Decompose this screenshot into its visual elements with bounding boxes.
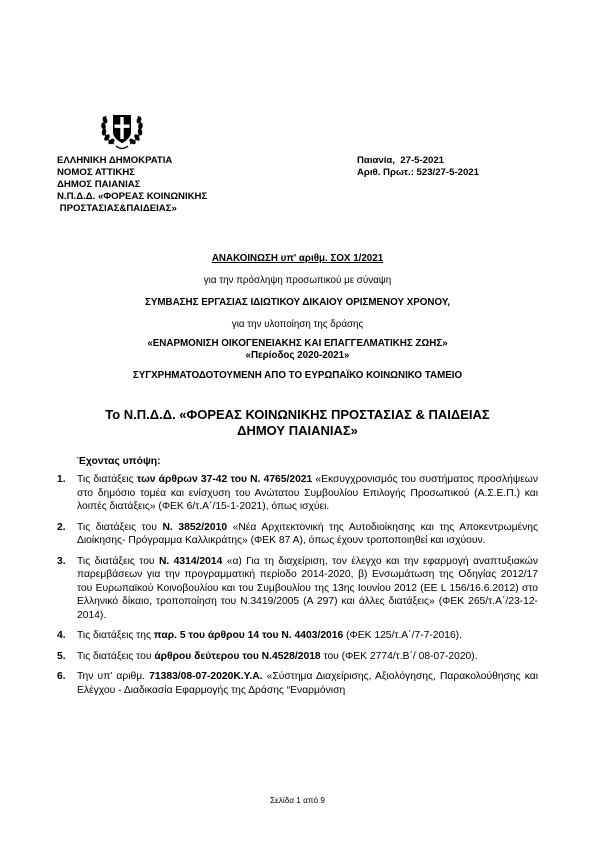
body-title bbox=[40, 407, 555, 439]
issuer-line: ΕΛΛΗΝΙΚΗ ΔΗΜΟΚΡΑΤΙΑ bbox=[57, 155, 173, 166]
having-in-view-heading: Έχοντας υπόψη: bbox=[77, 456, 161, 467]
announcement-title: ΑΝΑΚΟΙΝΩΣΗ υπ' αριθμ. ΣΟΧ 1/2021 bbox=[211, 253, 384, 264]
issuer-line: ΔΗΜΟΣ ΠΑΙΑΝΙΑΣ bbox=[57, 179, 141, 190]
program-period: «Περίοδος 2020-2021» bbox=[245, 350, 350, 361]
item-text: «Νέα Αρχιτεκτονική της Αυτοδιοίκησης και της Αποκεντρωμένης Διοίκησης- Πρόγραμμα Καλλικράτης» (ΦΕΚ 87 Α), όπως έχουν τροποποιηθεί και ισχύουν. bbox=[77, 521, 538, 546]
list-item bbox=[57, 650, 538, 664]
item-law-ref: Ν. 4314/2014 bbox=[158, 555, 223, 567]
page-number-footer: Σελίδα 1 από 9 bbox=[270, 796, 325, 805]
protocol-number: Αριθ. Πρωτ.: 523/27-5-2021 bbox=[357, 167, 479, 178]
item-text: του (ΦΕΚ 2774/τ.Β΄/ 08-07-2020). bbox=[320, 650, 478, 662]
list-item bbox=[57, 555, 538, 623]
date-protocol-block bbox=[357, 155, 479, 179]
announcement-line: ΣΥΜΒΑΣΗΣ ΕΡΓΑΣΙΑΣ ΙΔΙΩΤΙΚΟΥ ΔΙΚΑΙΟΥ ΟΡΙΣΜΕΝΟΥ ΧΡΟΝΟΥ, bbox=[144, 297, 451, 308]
item-law-ref: παρ. 5 του άρθρου 14 του Ν. 4403/2016 bbox=[153, 630, 344, 641]
considerations-list bbox=[57, 473, 538, 697]
item-text: Τις διατάξεις του bbox=[77, 555, 159, 567]
item-text: Τις διατάξεις του bbox=[77, 521, 163, 533]
document-date: Παιανία, 27-5-2021 bbox=[357, 155, 445, 166]
item-law-ref: 71383/08-07-2020Κ.Υ.Α. bbox=[149, 671, 263, 682]
issuer-block bbox=[57, 155, 207, 215]
item-text: (ΦΕΚ 125/τ.Α΄/7-7-2016). bbox=[343, 630, 462, 641]
greek-state-emblem-icon bbox=[97, 106, 147, 154]
list-item bbox=[57, 629, 538, 643]
item-number: 1. bbox=[57, 474, 66, 485]
body-title-line: Το Ν.Π.Δ.Δ. «ΦΟΡΕΑΣ ΚΟΙΝΩΝΙΚΗΣ ΠΡΟΣΤΑΣΙΑΣ & ΠΑΙΔΕΙΑΣ bbox=[105, 407, 490, 422]
list-item bbox=[57, 473, 538, 514]
item-text: Τις διατάξεις του bbox=[77, 650, 155, 662]
issuer-line: Ν.Π.Δ.Δ. «ΦΟΡΕΑΣ ΚΟΙΝΩΝΙΚΗΣ bbox=[57, 191, 208, 202]
item-text: «Σύστημα Διαχείρισης, Αξιολόγησης, Παρακολούθησης και Ελέγχου - Διαδικασία Εφαρμογής της Δράσης “Εναρμόνιση bbox=[77, 671, 538, 696]
announcement-line: για την πρόσληψη προσωπικού με σύναψη bbox=[203, 275, 392, 286]
program-name: «ΕΝΑΡΜΟΝΙΣΗ ΟΙΚΟΓΕΝΕΙΑΚΗΣ ΚΑΙ ΕΠΑΓΓΕΛΜΑΤΙΚΗΣ ΖΩΗΣ» bbox=[147, 338, 448, 349]
issuer-line: ΠΡΟΣΤΑΣΙΑΣ&ΠΑΙΔΕΙΑΣ» bbox=[57, 203, 177, 214]
issuer-line: ΝΟΜΟΣ ΑΤΤΙΚΗΣ bbox=[57, 167, 136, 178]
funding-line: ΣΥΓΧΡΗΜΑΤΟΔΟΤΟΥΜΕΝΗ ΑΠΟ ΤΟ ΕΥΡΩΠΑΪΚΟ ΚΟΙΝΩΝΙΚΟ ΤΑΜΕΙΟ bbox=[132, 370, 463, 381]
item-law-ref: Ν. 3852/2010 bbox=[162, 521, 228, 533]
item-text: Τις διατάξεις της bbox=[77, 630, 154, 641]
list-item bbox=[57, 670, 538, 697]
item-text: «Εκσυγχρονισμός του συστήματος προσλήψεων στο δημόσιο τομέα και ενίσχυση του Ανώτατου Συμβουλίου Επιλογής Προσωπικού (Α.Σ.Ε.Π.) και λοιπές διατάξεις» (ΦΕΚ 6/τ.Α΄/15-1-2021), όπως ισχύει. bbox=[77, 474, 538, 512]
item-law-ref: άρθρου δεύτερου του Ν.4528/2018 bbox=[154, 650, 321, 662]
item-text: Την υπ' αριθμ. bbox=[77, 671, 150, 682]
item-law-ref: των άρθρων 37-42 του Ν. 4765/2021 bbox=[136, 474, 313, 485]
item-number: 3. bbox=[57, 555, 66, 567]
item-number: 2. bbox=[57, 521, 66, 533]
item-number: 5. bbox=[57, 650, 66, 662]
item-number: 4. bbox=[57, 630, 66, 641]
announcement-line: για την υλοποίηση της δράσης bbox=[231, 319, 364, 330]
list-item bbox=[57, 521, 538, 548]
body-title-line: ΔΗΜΟΥ ΠΑΙΑΝΙΑΣ» bbox=[237, 423, 358, 438]
item-text: Τις διατάξεις bbox=[77, 474, 137, 485]
item-text: «α) Για τη διαχείριση, τον έλεγχο και την εφαρμογή αναπτυξιακών παρεμβάσεων για την προγραμματική περίοδο 2014-2020, β) Ενσωμάτωση της Οδηγίας 2012/17 του Ευρωπαϊκού Κοινοβουλίου και του Συμβουλίου της 13ης Ιουνίου 2012 (ΕΕ L 156/16.6.2012) στο Ελληνικό δίκαιο, τροποποίηση του Ν.3419/2005 (Α 297) και άλλες διατάξεις» (ΦΕΚ 265/τ.Α΄/23-12-2014). bbox=[77, 555, 538, 621]
item-number: 6. bbox=[57, 671, 66, 682]
